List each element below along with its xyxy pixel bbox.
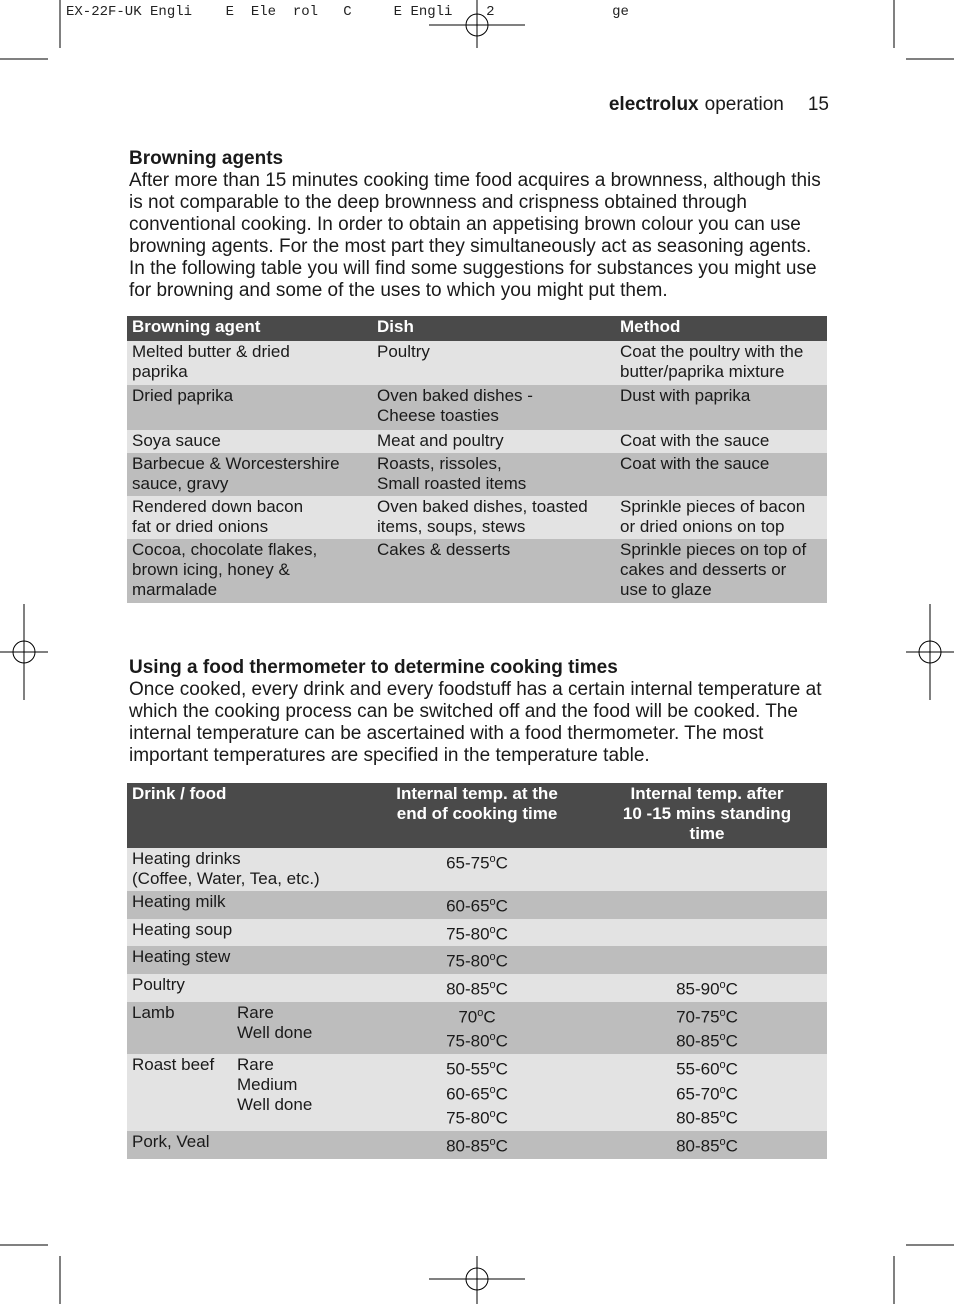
temperature-value — [367, 1080, 587, 1105]
cell-line: (Coffee, Water, Tea, etc.) — [132, 869, 320, 888]
column-header-standing-temp — [587, 783, 827, 848]
degree-symbol: o — [489, 1108, 496, 1121]
end-temp-cell — [367, 1054, 587, 1131]
temperature-range: 55-60 — [676, 1059, 720, 1079]
standing-temp-cell — [587, 1054, 827, 1131]
agent-cell — [127, 453, 372, 496]
degree-symbol: o — [477, 1006, 484, 1019]
degree-symbol: o — [489, 951, 496, 964]
thermometer-heading: Using a food thermometer to determine cooking times — [129, 657, 618, 678]
cell-line: cakes and desserts or — [620, 560, 787, 579]
cell-line: Soya sauce — [132, 431, 221, 450]
standing-temp-cell — [587, 1002, 827, 1054]
cell-line: Heating milk — [132, 892, 226, 911]
thermometer-paragraph: Once cooked, every drink and every foodstuff has a certain internal temperature at which the cooking process can be switched off and the food will be cooked. The internal temperature can be ascertained with a food thermometer. The most important temperatures are specified in the temperature table. — [129, 679, 822, 766]
end-temp-cell — [367, 848, 587, 891]
method-cell — [615, 430, 827, 453]
temperature-range: 75-80 — [446, 924, 490, 944]
temperature-range: 75-80 — [446, 1031, 490, 1051]
temperature-unit: C — [725, 1059, 738, 1079]
cell-line: Oven baked dishes, toasted — [377, 497, 588, 516]
page-number: 15 — [807, 94, 829, 115]
food-cell — [127, 1131, 367, 1159]
temperature-range: 80-85 — [676, 1108, 720, 1128]
table-row — [127, 848, 827, 891]
dish-cell — [372, 341, 615, 385]
table-row — [127, 453, 827, 496]
temperature-unit: C — [725, 1084, 738, 1104]
temperature-value — [367, 1132, 587, 1157]
temperature-value — [587, 849, 827, 869]
cell-line: Cakes & desserts — [377, 540, 511, 559]
temperature-unit: C — [495, 951, 508, 971]
temperature-table — [127, 783, 827, 1159]
column-header-agent: Browning agent — [127, 316, 372, 341]
food-cell — [127, 919, 367, 947]
temperature-value — [587, 975, 827, 1000]
standing-temp-cell — [587, 848, 827, 891]
table-row — [127, 1054, 827, 1131]
food-cell — [127, 974, 367, 1002]
print-slug: EX-22F-UK Engli E Ele rol C E Engli 2 ge — [66, 4, 629, 20]
temperature-range: 80-85 — [676, 1031, 720, 1051]
temperature-range: 65-70 — [676, 1084, 720, 1104]
temperature-unit: C — [483, 1007, 496, 1027]
degree-symbol: o — [719, 978, 726, 991]
registration-mark-right — [906, 604, 954, 700]
header-line: Internal temp. at the — [396, 784, 558, 803]
table-row — [127, 1002, 827, 1054]
temperature-unit: C — [495, 979, 508, 999]
temperature-unit: C — [725, 1136, 738, 1156]
end-temp-cell — [367, 891, 587, 919]
column-header-end-temp — [367, 783, 587, 848]
temperature-value — [587, 1104, 827, 1129]
cell-line: Poultry — [132, 974, 185, 994]
cell-line: Heating soup — [132, 919, 233, 939]
table-row — [127, 430, 827, 453]
temperature-unit: C — [725, 1108, 738, 1128]
header-line: 10 -15 mins standing — [622, 804, 792, 823]
header-line: Internal temp. after — [630, 784, 784, 803]
standing-temp-cell — [587, 919, 827, 947]
temperature-value — [587, 892, 827, 912]
temperature-value — [587, 947, 827, 967]
degree-symbol: o — [489, 978, 496, 991]
degree-symbol: o — [719, 1031, 726, 1044]
cell-line: Cocoa, chocolate flakes, — [132, 540, 318, 559]
cell-line: brown icing, honey & — [132, 560, 290, 579]
browning-heading: Browning agents — [129, 148, 284, 169]
cell-line: Dried paprika — [132, 386, 234, 405]
brand-name: electrolux — [608, 94, 699, 115]
standing-temp-cell — [587, 891, 827, 919]
cell-line: Cheese toasties — [377, 406, 499, 425]
cell-line: butter/paprika mixture — [620, 362, 785, 381]
column-header-method: Method — [615, 316, 827, 341]
table-row — [127, 974, 827, 1002]
temperature-range: 65-75 — [446, 853, 490, 873]
temperature-range: 80-85 — [676, 1136, 720, 1156]
cell-line: Sprinkle pieces on top of — [620, 540, 807, 559]
browning-table-header — [127, 316, 827, 341]
degree-symbol: o — [719, 1058, 726, 1071]
temperature-unit: C — [495, 1031, 508, 1051]
temperature-value — [367, 1003, 587, 1028]
temperature-table-header — [127, 783, 827, 848]
food-cell — [127, 1002, 237, 1054]
method-cell — [615, 453, 827, 496]
cell-line: Barbecue & Worcestershire — [132, 454, 340, 473]
degree-symbol: o — [489, 1058, 496, 1071]
temperature-value — [367, 1055, 587, 1080]
temperature-value — [367, 975, 587, 1000]
degree-symbol: o — [719, 1083, 726, 1096]
standing-temp-cell — [587, 946, 827, 974]
cell-line: Oven baked dishes - — [377, 386, 533, 405]
method-cell — [615, 496, 827, 539]
temperature-value — [587, 920, 827, 940]
temperature-unit: C — [495, 1084, 508, 1104]
section-name: operation — [704, 94, 784, 115]
temperature-value — [587, 1027, 827, 1052]
end-temp-cell — [367, 1131, 587, 1159]
cell-line: sauce, gravy — [132, 474, 229, 493]
temperature-value — [367, 849, 587, 874]
doneness-cell — [237, 1054, 367, 1131]
temperature-range: 85-90 — [676, 979, 720, 999]
temperature-value — [587, 1003, 827, 1028]
food-cell — [127, 946, 367, 974]
header-line: time — [689, 824, 725, 843]
cell-line: Sprinkle pieces of bacon — [620, 497, 806, 516]
temperature-unit: C — [495, 1108, 508, 1128]
degree-symbol: o — [719, 1135, 726, 1148]
temperature-range: 75-80 — [446, 1108, 490, 1128]
doneness-level: Rare — [237, 1002, 274, 1022]
temperature-range: 70-75 — [676, 1007, 720, 1027]
cell-line: Lamb — [132, 1002, 175, 1022]
cell-line: Heating drinks — [132, 849, 241, 868]
cell-line: Melted butter & dried — [132, 342, 290, 361]
temperature-value — [587, 1080, 827, 1105]
temperature-unit: C — [495, 1136, 508, 1156]
degree-symbol: o — [719, 1006, 726, 1019]
agent-cell — [127, 539, 372, 603]
registration-mark-left — [0, 604, 48, 700]
cell-line: Pork, Veal — [132, 1131, 210, 1151]
temperature-range: 75-80 — [446, 951, 490, 971]
cell-line: Small roasted items — [377, 474, 527, 493]
temperature-unit: C — [725, 1031, 738, 1051]
temperature-unit: C — [725, 1007, 738, 1027]
temperature-unit: C — [495, 853, 508, 873]
dish-cell — [372, 539, 615, 603]
degree-symbol: o — [489, 896, 496, 908]
end-temp-cell — [367, 946, 587, 974]
table-row — [127, 385, 827, 430]
degree-symbol: o — [489, 923, 496, 936]
cell-line: marmalade — [132, 580, 218, 599]
temperature-value — [367, 1104, 587, 1129]
browning-table — [127, 316, 827, 603]
temperature-value — [587, 1055, 827, 1080]
table-row — [127, 1131, 827, 1159]
method-cell — [615, 341, 827, 385]
header-line: end of cooking time — [396, 804, 558, 823]
temperature-range: 60-65 — [446, 1084, 490, 1104]
degree-symbol: o — [489, 853, 496, 865]
temperature-value — [367, 947, 587, 972]
temperature-value — [367, 1027, 587, 1052]
agent-cell — [127, 430, 372, 453]
method-cell — [615, 385, 827, 430]
table-row — [127, 341, 827, 385]
doneness-cell — [237, 1002, 367, 1054]
temperature-unit: C — [495, 1059, 508, 1079]
column-header-food: Drink / food — [127, 783, 367, 848]
temperature-range: 70 — [458, 1007, 478, 1027]
table-row — [127, 496, 827, 539]
dish-cell — [372, 453, 615, 496]
degree-symbol: o — [489, 1135, 496, 1148]
doneness-level: Rare — [237, 1054, 274, 1074]
cell-line: items, soups, stews — [377, 517, 526, 536]
standing-temp-cell — [587, 1131, 827, 1159]
agent-cell — [127, 341, 372, 385]
cell-line: Rendered down bacon — [132, 497, 304, 516]
temperature-unit: C — [725, 979, 738, 999]
cell-line: Coat with the sauce — [620, 454, 770, 473]
degree-symbol: o — [719, 1108, 726, 1121]
food-cell — [127, 1054, 237, 1131]
cell-line: Roasts, rissoles, — [377, 454, 502, 473]
cell-line: Coat with the sauce — [620, 431, 770, 450]
cell-line: Dust with paprika — [620, 386, 751, 405]
temperature-range: 80-85 — [446, 979, 490, 999]
temperature-value — [367, 920, 587, 945]
dish-cell — [372, 496, 615, 539]
cell-line: or dried onions on top — [620, 517, 785, 536]
table-row — [127, 539, 827, 603]
agent-cell — [127, 496, 372, 539]
running-header — [609, 94, 829, 116]
table-row — [127, 946, 827, 974]
cell-line: Coat the poultry with the — [620, 342, 804, 361]
temperature-range: 60-65 — [446, 896, 490, 916]
method-cell — [615, 539, 827, 603]
degree-symbol: o — [489, 1083, 496, 1096]
temperature-range: 50-55 — [446, 1059, 490, 1079]
registration-mark-bottom — [429, 1256, 525, 1304]
temperature-unit: C — [495, 896, 508, 916]
cell-line: Meat and poultry — [377, 431, 504, 450]
cell-line: paprika — [132, 362, 188, 381]
doneness-level: Medium — [237, 1074, 298, 1094]
table-row — [127, 919, 827, 947]
degree-symbol: o — [489, 1031, 496, 1044]
end-temp-cell — [367, 974, 587, 1002]
food-cell — [127, 891, 367, 919]
column-header-dish: Dish — [372, 316, 615, 341]
browning-paragraph: After more than 15 minutes cooking time food acquires a brownness, although this is not comparable to the deep brownness and crispness obtained through conventional cooking. In order to obtain an appetising brown colour you can use browning agents. For the most part they simultaneously act as seasoning agents. In the following table you will find some suggestions for substances you might use for browning and some of the uses to which you might put them. — [129, 170, 821, 301]
temperature-value — [587, 1132, 827, 1157]
cell-line: Roast beef — [132, 1054, 215, 1074]
table-row — [127, 891, 827, 919]
end-temp-cell — [367, 1002, 587, 1054]
doneness-level: Well done — [237, 1022, 313, 1042]
temperature-unit: C — [495, 924, 508, 944]
cell-line: fat or dried onions — [132, 517, 269, 536]
cell-line: Heating stew — [132, 947, 231, 967]
dish-cell — [372, 430, 615, 453]
registration-mark-top — [429, 0, 525, 48]
doneness-level: Well done — [237, 1094, 313, 1114]
food-cell — [127, 848, 367, 891]
cell-line: Poultry — [377, 342, 430, 361]
temperature-value — [367, 892, 587, 917]
standing-temp-cell — [587, 974, 827, 1002]
cell-line: use to glaze — [620, 580, 712, 599]
temperature-range: 80-85 — [446, 1136, 490, 1156]
end-temp-cell — [367, 919, 587, 947]
agent-cell — [127, 385, 372, 430]
dish-cell — [372, 385, 615, 430]
